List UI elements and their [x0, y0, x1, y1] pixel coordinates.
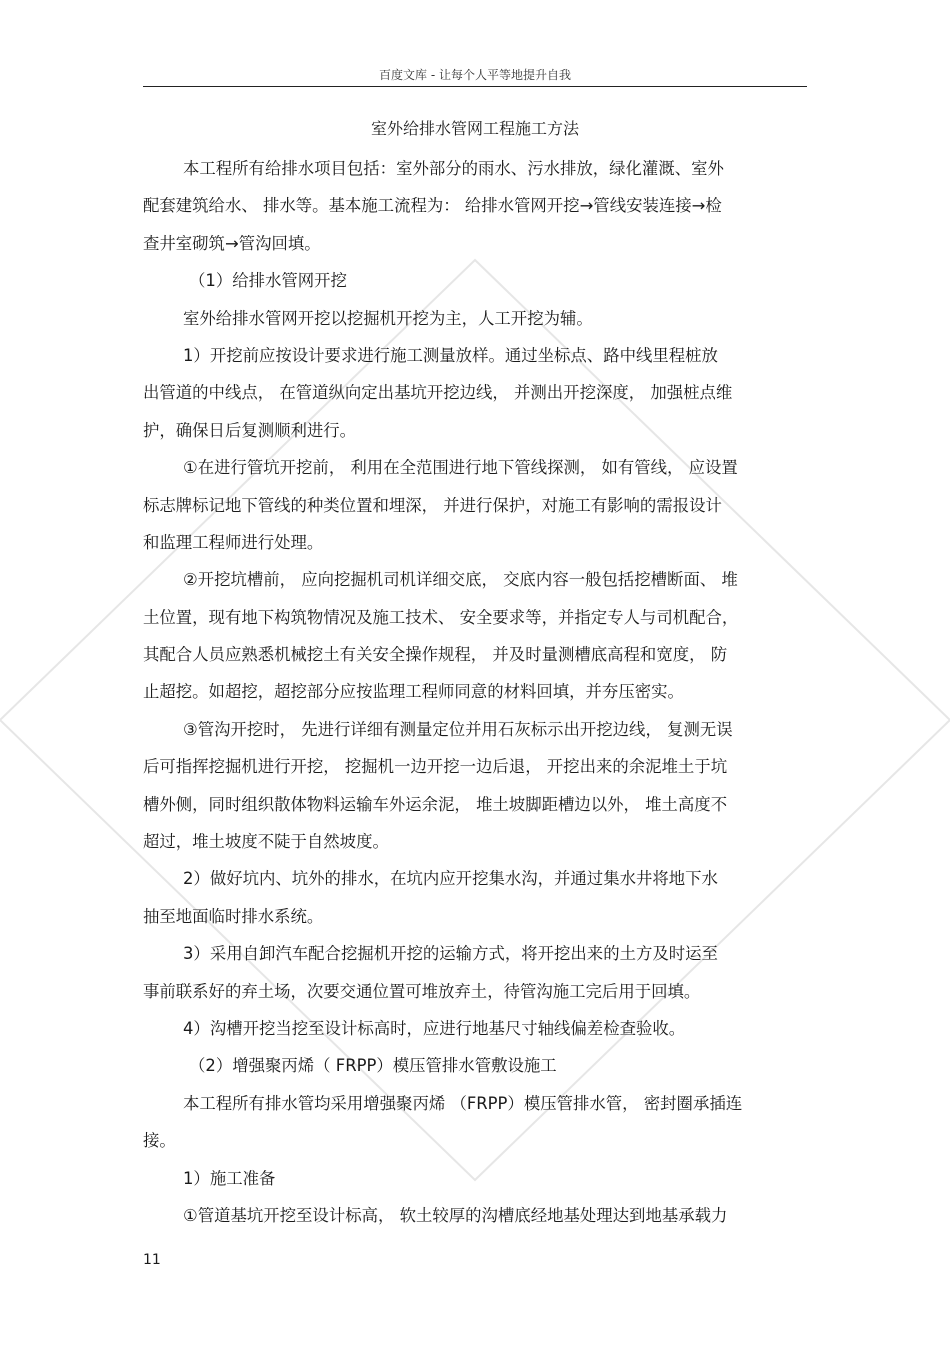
text-line: 后可指挥挖掘机进行开挖， 挖掘机一边开挖一边后退， 开挖出来的余泥堆土于坑 [143, 757, 728, 777]
text-line: 其配合人员应熟悉机械挖土有关安全操作规程， 并及时量测槽底高程和宽度， 防 [143, 645, 728, 665]
text-line: 本工程所有排水管均采用增强聚丙烯 （FRPP）模压管排水管， 密封圈承插连 [183, 1093, 743, 1113]
page-number: 11 [143, 1252, 161, 1268]
text-line: ①在进行管坑开挖前， 利用在全范围进行地下管线探测， 如有管线， 应设置 [183, 458, 738, 478]
text-line: ②开挖坑槽前， 应向挖掘机司机详细交底， 交底内容一般包括挖槽断面、 堆 [183, 570, 738, 590]
text-line: 1）施工准备 [183, 1168, 276, 1188]
text-line: 抽至地面临时排水系统。 [143, 906, 324, 926]
text-line: 1）开挖前应按设计要求进行施工测量放样。通过坐标点、路中线里程桩放 [183, 345, 718, 365]
text-line: 配套建筑给水、 排水等。基本施工流程为： 给排水管网开挖→管线安装连接→检 [143, 196, 722, 216]
text-line: 3）采用自卸汽车配合挖掘机开挖的运输方式，将开挖出来的土方及时运至 [183, 944, 718, 964]
text-line: 和监理工程师进行处理。 [143, 532, 324, 552]
text-line: ①管道基坑开挖至设计标高， 软土较厚的沟槽底经地基处理达到地基承载力 [183, 1205, 728, 1225]
text-line: 查井室砌筑→管沟回填。 [143, 233, 321, 253]
text-line: 室外给排水管网开挖以挖掘机开挖为主，人工开挖为辅。 [183, 308, 593, 328]
text-line: 标志牌标记地下管线的种类位置和埋深， 并进行保护，对施工有影响的需报设计 [143, 495, 722, 515]
text-line: 止超挖。如超挖，超挖部分应按监理工程师同意的材料回填，并夯压密实。 [143, 682, 684, 702]
document-title: 室外给排水管网工程施工方法 [370, 119, 579, 138]
text-line: ③管沟开挖时， 先进行详细有测量定位并用石灰标示出开挖边线， 复测无误 [183, 719, 733, 739]
section-heading: （1）给排水管网开挖 [189, 271, 347, 291]
text-line: 2）做好坑内、坑外的排水，在坑内应开挖集水沟，并通过集水井将地下水 [183, 869, 718, 889]
text-line: 槽外侧，同时组织散体物料运输车外运余泥， 堆土坡脚距槽边以外， 堆土高度不 [143, 794, 728, 814]
page-header: 百度文库 - 让每个人平等地提升自我 [379, 68, 571, 82]
text-line: 出管道的中线点， 在管道纵向定出基坑开挖边线， 并测出开挖深度， 加强桩点维 [143, 383, 733, 403]
text-line: 土位置，现有地下构筑物情况及施工技术、 安全要求等，并指定专人与司机配合， [143, 607, 739, 627]
header-rule [143, 86, 807, 87]
text-line: 事前联系好的弃土场，次要交通位置可堆放弃土，待管沟施工完后用于回填。 [143, 981, 701, 1001]
text-line: 本工程所有给排水项目包括：室外部分的雨水、污水排放，绿化灌溉、室外 [183, 159, 724, 178]
text-line: 护，确保日后复测顺利进行。 [143, 420, 357, 440]
text-line: 4）沟槽开挖当挖至设计标高时，应进行地基尺寸轴线偏差检查验收。 [183, 1018, 686, 1038]
text-line: 超过，堆土坡度不陡于自然坡度。 [143, 832, 389, 852]
section-heading: （2）增强聚丙烯（ FRPP）模压管排水管敷设施工 [189, 1056, 557, 1076]
document-body [143, 150, 807, 1234]
text-line: 接。 [143, 1131, 176, 1151]
